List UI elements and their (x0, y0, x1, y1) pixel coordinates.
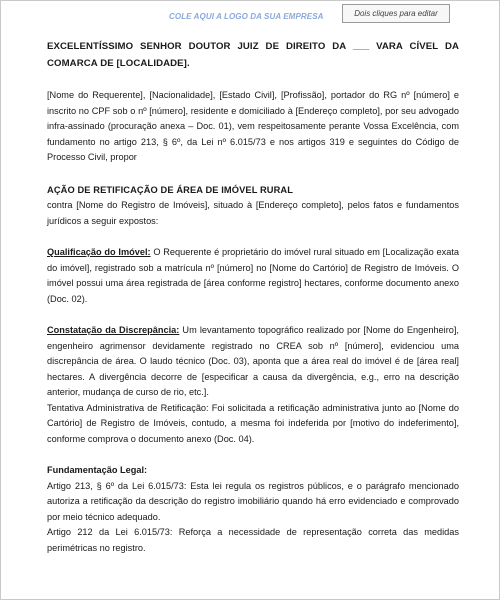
constatacao-paragraph (47, 323, 459, 401)
logo-placeholder[interactable]: COLE AQUI A LOGO DA SUA EMPRESA (169, 12, 324, 21)
addressee-heading: EXCELENTÍSSIMO SENHOR DOUTOR JUIZ DE DIREITO DA ___ VARA CÍVEL DA COMARCA DE [LOCALIDADE]. (47, 41, 459, 69)
tentativa-paragraph: Tentativa Administrativa de Retificação: Foi solicitada a retificação administrativa junto ao [Nome do Cartório] de Registro de Imóveis, contudo, a mesma foi indeferida por [motivo do indeferimento], conforme comprova o documento anexo (Doc. 04). (47, 402, 459, 444)
constatacao-text: Um levantamento topográfico realizado por [Nome do Engenheiro], engenheiro agrimensor devidamente registrado no CREA sob nº [número], evidenciou uma discrepância de área. O laudo técnico (Doc. 03), aponta que a área real do imóvel é de [área real] hectares. A divergência decorre de [especificar a causa da divergência, e.g., erro na descrição anterior, mudança de curso de rio, etc.]. (47, 325, 459, 397)
document-body (47, 39, 459, 556)
constatacao-label: Constatação da Discrepância: (47, 325, 180, 335)
edit-button[interactable]: Dois cliques para editar (342, 4, 450, 23)
qualificacao-text: O Requerente é proprietário do imóvel rural situado em [Localização exata do imóvel], registrado sob a matrícula nº [número] no [Nome do Cartório] de Registro de Imóveis. O imóvel possui uma área registrada de [área conforme registro] hectares, conforme documento anexo (Doc. 02). (47, 247, 459, 304)
artigo213-paragraph: Artigo 213, § 6º da Lei 6.015/73: Esta lei regula os registros públicos, e o parágrafo mencionado autoriza a retificação da descrição do registro imobiliário quando há erro evidenciado e comprovado por meio técnico adequado. (47, 480, 459, 522)
action-title: AÇÃO DE RETIFICAÇÃO DE ÁREA DE IMÓVEL RURAL (47, 184, 294, 195)
qualificacao-label: Qualificação do Imóvel: (47, 247, 151, 257)
qualificacao-paragraph (47, 245, 459, 307)
intro-paragraph: [Nome do Requerente], [Nacionalidade], [Estado Civil], [Profissão], portador do RG nº [número] e inscrito no CPF sob o nº [número], residente e domiciliado à [Endereço completo], por seu advogado infra-assinado (procuração anexa – Doc. 01), vem respeitosamente perante Vossa Excelência, com fundamento no artigo 213, § 6º, da Lei nº 6.015/73 e nos artigos 319 e seguintes do Código de Processo Civil, propor (47, 90, 459, 162)
action-against-paragraph: contra [Nome do Registro de Imóveis], situado à [Endereço completo], pelos fatos e fundamentos jurídicos a seguir expostos: (47, 200, 459, 226)
artigo212-paragraph: Artigo 212 da Lei 6.015/73: Reforça a necessidade de representação correta das medidas perimétricas no registro. (47, 527, 459, 553)
fundamentacao-label: Fundamentação Legal: (47, 465, 148, 475)
